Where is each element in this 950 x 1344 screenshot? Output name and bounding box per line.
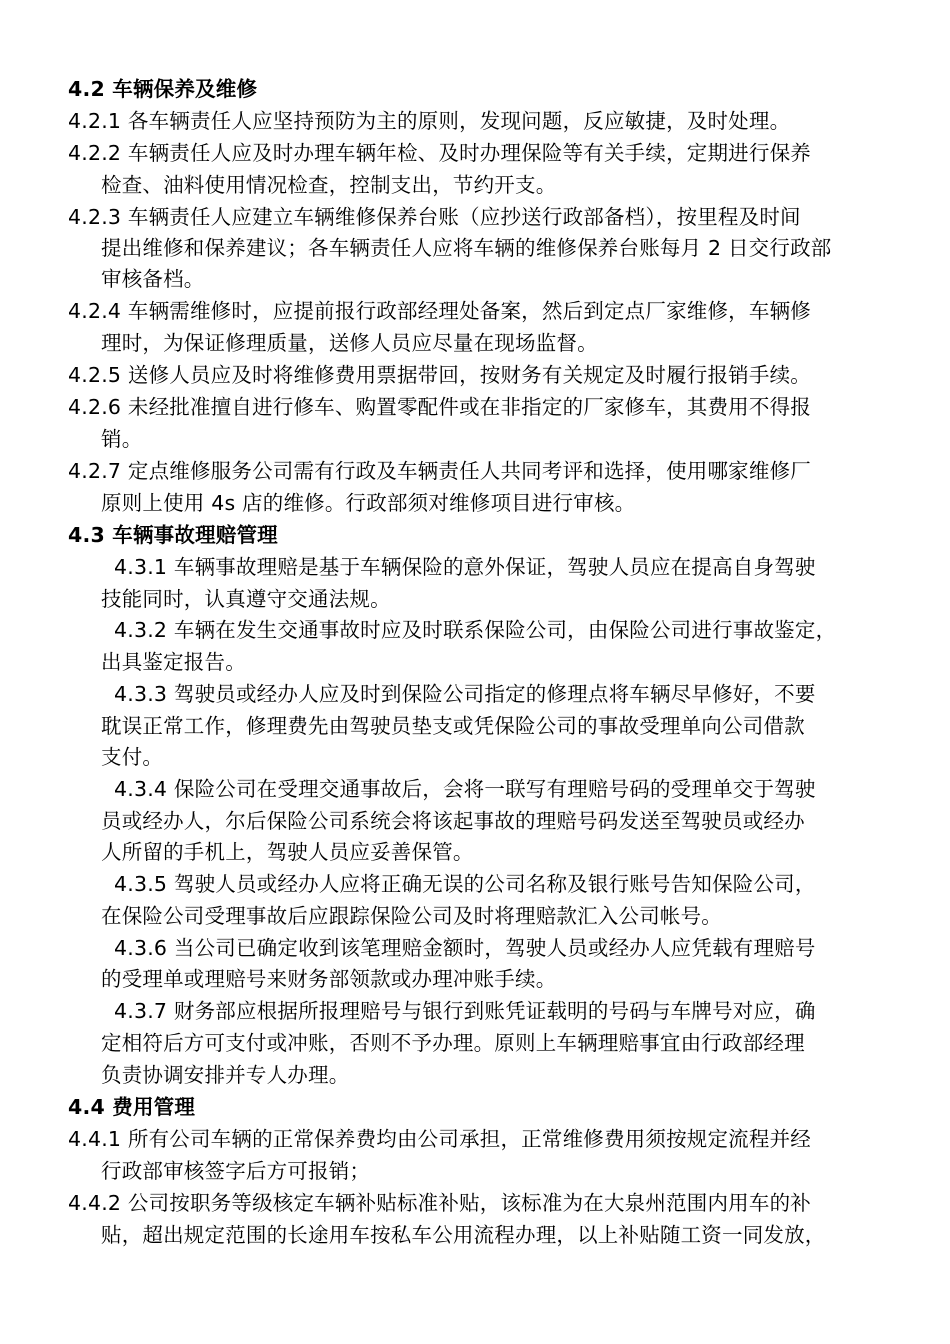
clause-4-2-7-line-1: 4.2.7 定点维修服务公司需有行政及车辆责任人共同考评和选择，使用哪家维修厂 (68, 459, 811, 483)
clause-4-3-5-line-2: 在保险公司受理事故后应跟踪保险公司及时将理赔款汇入公司帐号。 (101, 904, 722, 928)
clause-4-3-3-line-3: 支付。 (101, 745, 164, 769)
clause-4-2-2-line-2: 检查、油料使用情况检查，控制支出，节约开支。 (101, 173, 557, 197)
clause-4-3-6-line-2: 的受理单或理赔号来财务部领款或办理冲账手续。 (101, 967, 557, 991)
section-heading-4-2: 4.2 车辆保养及维修 (68, 77, 258, 101)
clause-4-3-1-line-2: 技能同时，认真遵守交通法规。 (101, 587, 391, 611)
section-heading-4-3: 4.3 车辆事故理赔管理 (68, 523, 278, 547)
clause-4-2-6-line-2: 销。 (101, 427, 143, 451)
clause-4-3-1-line-1: 4.3.1 车辆事故理赔是基于车辆保险的意外保证，驾驶人员应在提高自身驾驶 (114, 555, 816, 579)
clause-4-2-2-line-1: 4.2.2 车辆责任人应及时办理车辆年检、及时办理保险等有关手续，定期进行保养 (68, 141, 811, 165)
clause-4-3-7-line-1: 4.3.7 财务部应根据所报理赔号与银行到账凭证载明的号码与车牌号对应，确 (114, 999, 816, 1023)
section-heading-4-4: 4.4 费用管理 (68, 1095, 196, 1119)
clause-4-2-3-line-2: 提出维修和保养建议；各车辆责任人应将车辆的维修保养台账每月 2 日交行政部 (101, 236, 832, 260)
clause-4-2-3-line-3: 审核备档。 (101, 267, 205, 291)
clause-4-3-6-line-1: 4.3.6 当公司已确定收到该笔理赔金额时，驾驶人员或经办人应凭载有理赔号 (114, 936, 816, 960)
clause-4-3-4-line-1: 4.3.4 保险公司在受理交通事故后，会将一联写有理赔号码的受理单交于驾驶 (114, 777, 816, 801)
clause-4-3-4-line-2: 员或经办人，尔后保险公司系统会将该起事故的理赔号码发送至驾驶员或经办 (101, 809, 805, 833)
clause-4-3-5-line-1: 4.3.5 驾驶人员或经办人应将正确无误的公司名称及银行账号告知保险公司， (114, 872, 816, 896)
clause-4-3-7-line-2: 定相符后方可支付或冲账，否则不予办理。原则上车辆理赔事宜由行政部经理 (101, 1031, 805, 1055)
clause-4-3-7-line-3: 负责协调安排并专人办理。 (101, 1063, 350, 1087)
clause-4-2-4-line-2: 理时，为保证修理质量，送修人员应尽量在现场监督。 (101, 331, 598, 355)
clause-4-3-2-line-2: 出具鉴定报告。 (101, 650, 246, 674)
clause-4-4-2-line-1: 4.4.2 公司按职务等级核定车辆补贴标准补贴，该标准为在大泉州范围内用车的补 (68, 1191, 811, 1215)
clause-4-3-3-line-2: 耽误正常工作，修理费先由驾驶员垫支或凭保险公司的事故受理单向公司借款 (101, 714, 805, 738)
clause-4-4-1-line-2: 行政部审核签字后方可报销； (101, 1159, 371, 1183)
clause-4-2-3-line-1: 4.2.3 车辆责任人应建立车辆维修保养台账（应抄送行政部备档），按里程及时间 (68, 205, 801, 229)
clause-4-2-4-line-1: 4.2.4 车辆需维修时，应提前报行政部经理处备案，然后到定点厂家维修，车辆修 (68, 299, 811, 323)
clause-4-4-2-line-2: 贴，超出规定范围的长途用车按私车公用流程办理，以上补贴随工资一同发放， (101, 1223, 826, 1247)
clause-4-3-2-line-1: 4.3.2 车辆在发生交通事故时应及时联系保险公司，由保险公司进行事故鉴定， (114, 618, 837, 642)
clause-4-3-3-line-1: 4.3.3 驾驶员或经办人应及时到保险公司指定的修理点将车辆尽早修好，不要 (114, 682, 816, 706)
clause-4-4-1-line-1: 4.4.1 所有公司车辆的正常保养费均由公司承担，正常维修费用须按规定流程并经 (68, 1127, 811, 1151)
clause-4-2-6-line-1: 4.2.6 未经批准擅自进行修车、购置零配件或在非指定的厂家修车，其费用不得报 (68, 395, 811, 419)
clause-4-2-1-line-1: 4.2.1 各车辆责任人应坚持预防为主的原则，发现问题，反应敏捷，及时处理。 (68, 109, 791, 133)
clause-4-2-7-line-2: 原则上使用 4s 店的维修。行政部须对维修项目进行审核。 (101, 491, 636, 515)
clause-4-2-5-line-1: 4.2.5 送修人员应及时将维修费用票据带回，按财务有关规定及时履行报销手续。 (68, 363, 811, 387)
clause-4-3-4-line-3: 人所留的手机上，驾驶人员应妥善保管。 (101, 840, 474, 864)
